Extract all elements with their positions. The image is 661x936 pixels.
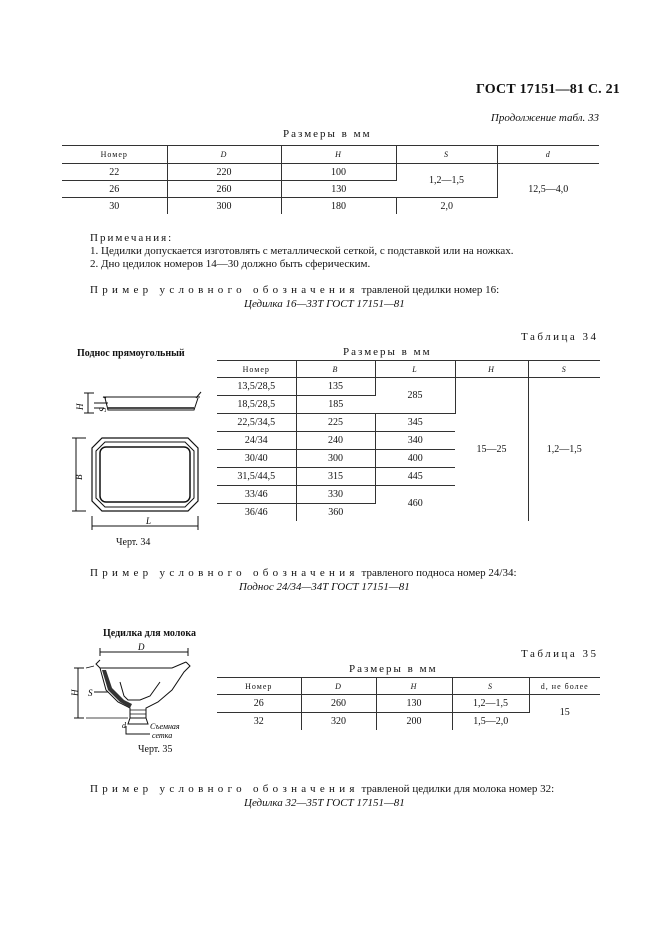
dim-H-label: H	[70, 689, 80, 696]
col-H: H	[376, 678, 452, 695]
notes-title: Примечания:	[90, 232, 174, 244]
example-1-line	[90, 284, 499, 296]
cell-B: 225	[296, 414, 375, 432]
cell-number: 22	[62, 164, 167, 181]
example-3-line	[90, 783, 554, 795]
cell-d-merged: 15	[559, 707, 570, 718]
cell-D: 300	[167, 198, 281, 215]
cell-B: 135	[296, 378, 375, 396]
notes-block	[90, 232, 514, 271]
dim-L-label: L	[146, 516, 152, 526]
col-S: S	[452, 678, 529, 695]
note-item: 2. Дно цедилок номеров 14—30 должно быть сферическим.	[90, 258, 371, 270]
cell-B: 240	[296, 432, 375, 450]
cell-B: 330	[296, 486, 375, 504]
cell-H-merged: 15—25	[455, 378, 528, 522]
cell-S: 1,2—1,5	[452, 695, 529, 713]
col-number: Номер	[62, 146, 167, 164]
strainer-wall-section	[102, 670, 132, 708]
dim-S-label: S	[88, 688, 93, 698]
col-D: D	[301, 678, 376, 695]
dim-d-label: d	[122, 721, 126, 730]
cell-B: 315	[296, 468, 375, 486]
col-S: S	[396, 146, 497, 164]
table-header-row	[217, 678, 600, 695]
table34-caption: Размеры в мм	[343, 346, 432, 358]
col-D: D	[167, 146, 281, 164]
example-rest: травленой цедилки номер 16:	[358, 284, 500, 296]
col-S: S	[528, 361, 600, 378]
table-34	[217, 360, 600, 521]
col-H: H	[455, 361, 528, 378]
cell-number: 26	[217, 695, 301, 713]
dim-D-label: D	[138, 642, 145, 652]
mesh-label-1: Съемная	[150, 722, 180, 731]
col-d: d	[497, 146, 599, 164]
cell-D: 260	[167, 181, 281, 198]
cell-D: 220	[167, 164, 281, 181]
tray-heading: Поднос прямоугольный	[77, 348, 185, 359]
cell-D: 320	[301, 713, 376, 731]
cell-D: 260	[301, 695, 376, 713]
cell-number: 13,5/28,5	[217, 378, 296, 396]
example-lead: Пример условного обозначения	[90, 284, 359, 296]
milk-strainer-drawing	[68, 642, 203, 742]
cell-number: 24/34	[217, 432, 296, 450]
table-header-row	[217, 361, 600, 378]
example-3-designation: Цедилка 32—35Т ГОСТ 17151—81	[244, 797, 405, 809]
cell-H: 100	[281, 164, 396, 181]
note-item: 1. Цедилки допускается изготовлять с металлической сеткой, с подставкой или на ножках.	[90, 245, 514, 257]
cell-B: 300	[296, 450, 375, 468]
cell-L: 340	[375, 432, 455, 450]
cell-L: 345	[375, 414, 455, 432]
cell-number: 33/46	[217, 486, 296, 504]
table35-label: Таблица 35	[521, 648, 599, 660]
cell-H: 180	[281, 198, 396, 215]
cell-number: 30	[62, 198, 167, 215]
cell-H: 130	[376, 695, 452, 713]
dim-B-label: B	[74, 474, 84, 480]
continuation-label: Продолжение табл. 33	[490, 112, 599, 124]
milk-strainer-heading: Цедилка для молока	[103, 628, 196, 639]
table-header-row	[62, 146, 599, 164]
cell-B: 185	[296, 396, 375, 414]
cell-number: 26	[62, 181, 167, 198]
dim-H-label: H	[75, 403, 85, 410]
cell-L: 285	[375, 378, 455, 414]
table-row	[62, 164, 599, 181]
cell-L: 400	[375, 450, 455, 468]
cell-number: 32	[217, 713, 301, 731]
table34-label: Таблица 34	[521, 331, 599, 343]
table-row	[217, 695, 600, 713]
mesh-label-2: сетка	[152, 731, 173, 740]
col-d: d, не более	[529, 678, 600, 695]
cell-number: 36/46	[217, 504, 296, 522]
col-B: B	[296, 361, 375, 378]
cell-S-merged: 1,2—1,5	[546, 444, 582, 455]
drawing-34-caption: Черт. 34	[116, 537, 151, 548]
drawing-35-caption: Черт. 35	[138, 744, 173, 755]
cell-number: 22,5/34,5	[217, 414, 296, 432]
table33-caption: Размеры в мм	[283, 128, 372, 140]
col-H: H	[281, 146, 396, 164]
example-lead: Пример условного обозначения	[90, 783, 359, 795]
table-35	[217, 677, 600, 730]
table-row	[217, 378, 600, 396]
cell-H: 200	[376, 713, 452, 731]
cell-d-merged: 12,5—4,0	[528, 183, 569, 195]
cell-S-merged: 1,2—1,5	[396, 164, 497, 198]
cell-L: 460	[407, 498, 423, 509]
example-1-designation: Цедилка 16—33Т ГОСТ 17151—81	[244, 298, 405, 310]
cell-B: 360	[328, 507, 344, 518]
table-33	[62, 145, 599, 214]
cell-S: 1,5—2,0	[473, 716, 509, 727]
cell-H: 130	[281, 181, 396, 198]
col-number: Номер	[217, 361, 296, 378]
page-reference: ГОСТ 17151—81 С. 21	[476, 82, 620, 97]
example-lead: Пример условного обозначения	[90, 567, 359, 579]
col-number: Номер	[217, 678, 301, 695]
col-L: L	[375, 361, 455, 378]
example-2-line	[90, 567, 517, 579]
cell-number: 30/40	[217, 450, 296, 468]
tray-top-view	[72, 438, 198, 530]
cell-L: 445	[375, 468, 455, 486]
example-2-designation: Поднос 24/34—34Т ГОСТ 17151—81	[239, 581, 410, 593]
cell-number: 31,5/44,5	[217, 468, 296, 486]
dim-S-label: S	[98, 407, 108, 412]
example-rest: травленого подноса номер 24/34:	[358, 567, 517, 579]
table35-caption: Размеры в мм	[349, 663, 438, 675]
cell-S: 2,0	[440, 200, 453, 212]
example-rest: травленой цедилки для молока номер 32:	[358, 783, 555, 795]
tray-drawing	[70, 368, 210, 548]
cell-number: 18,5/28,5	[217, 396, 296, 414]
